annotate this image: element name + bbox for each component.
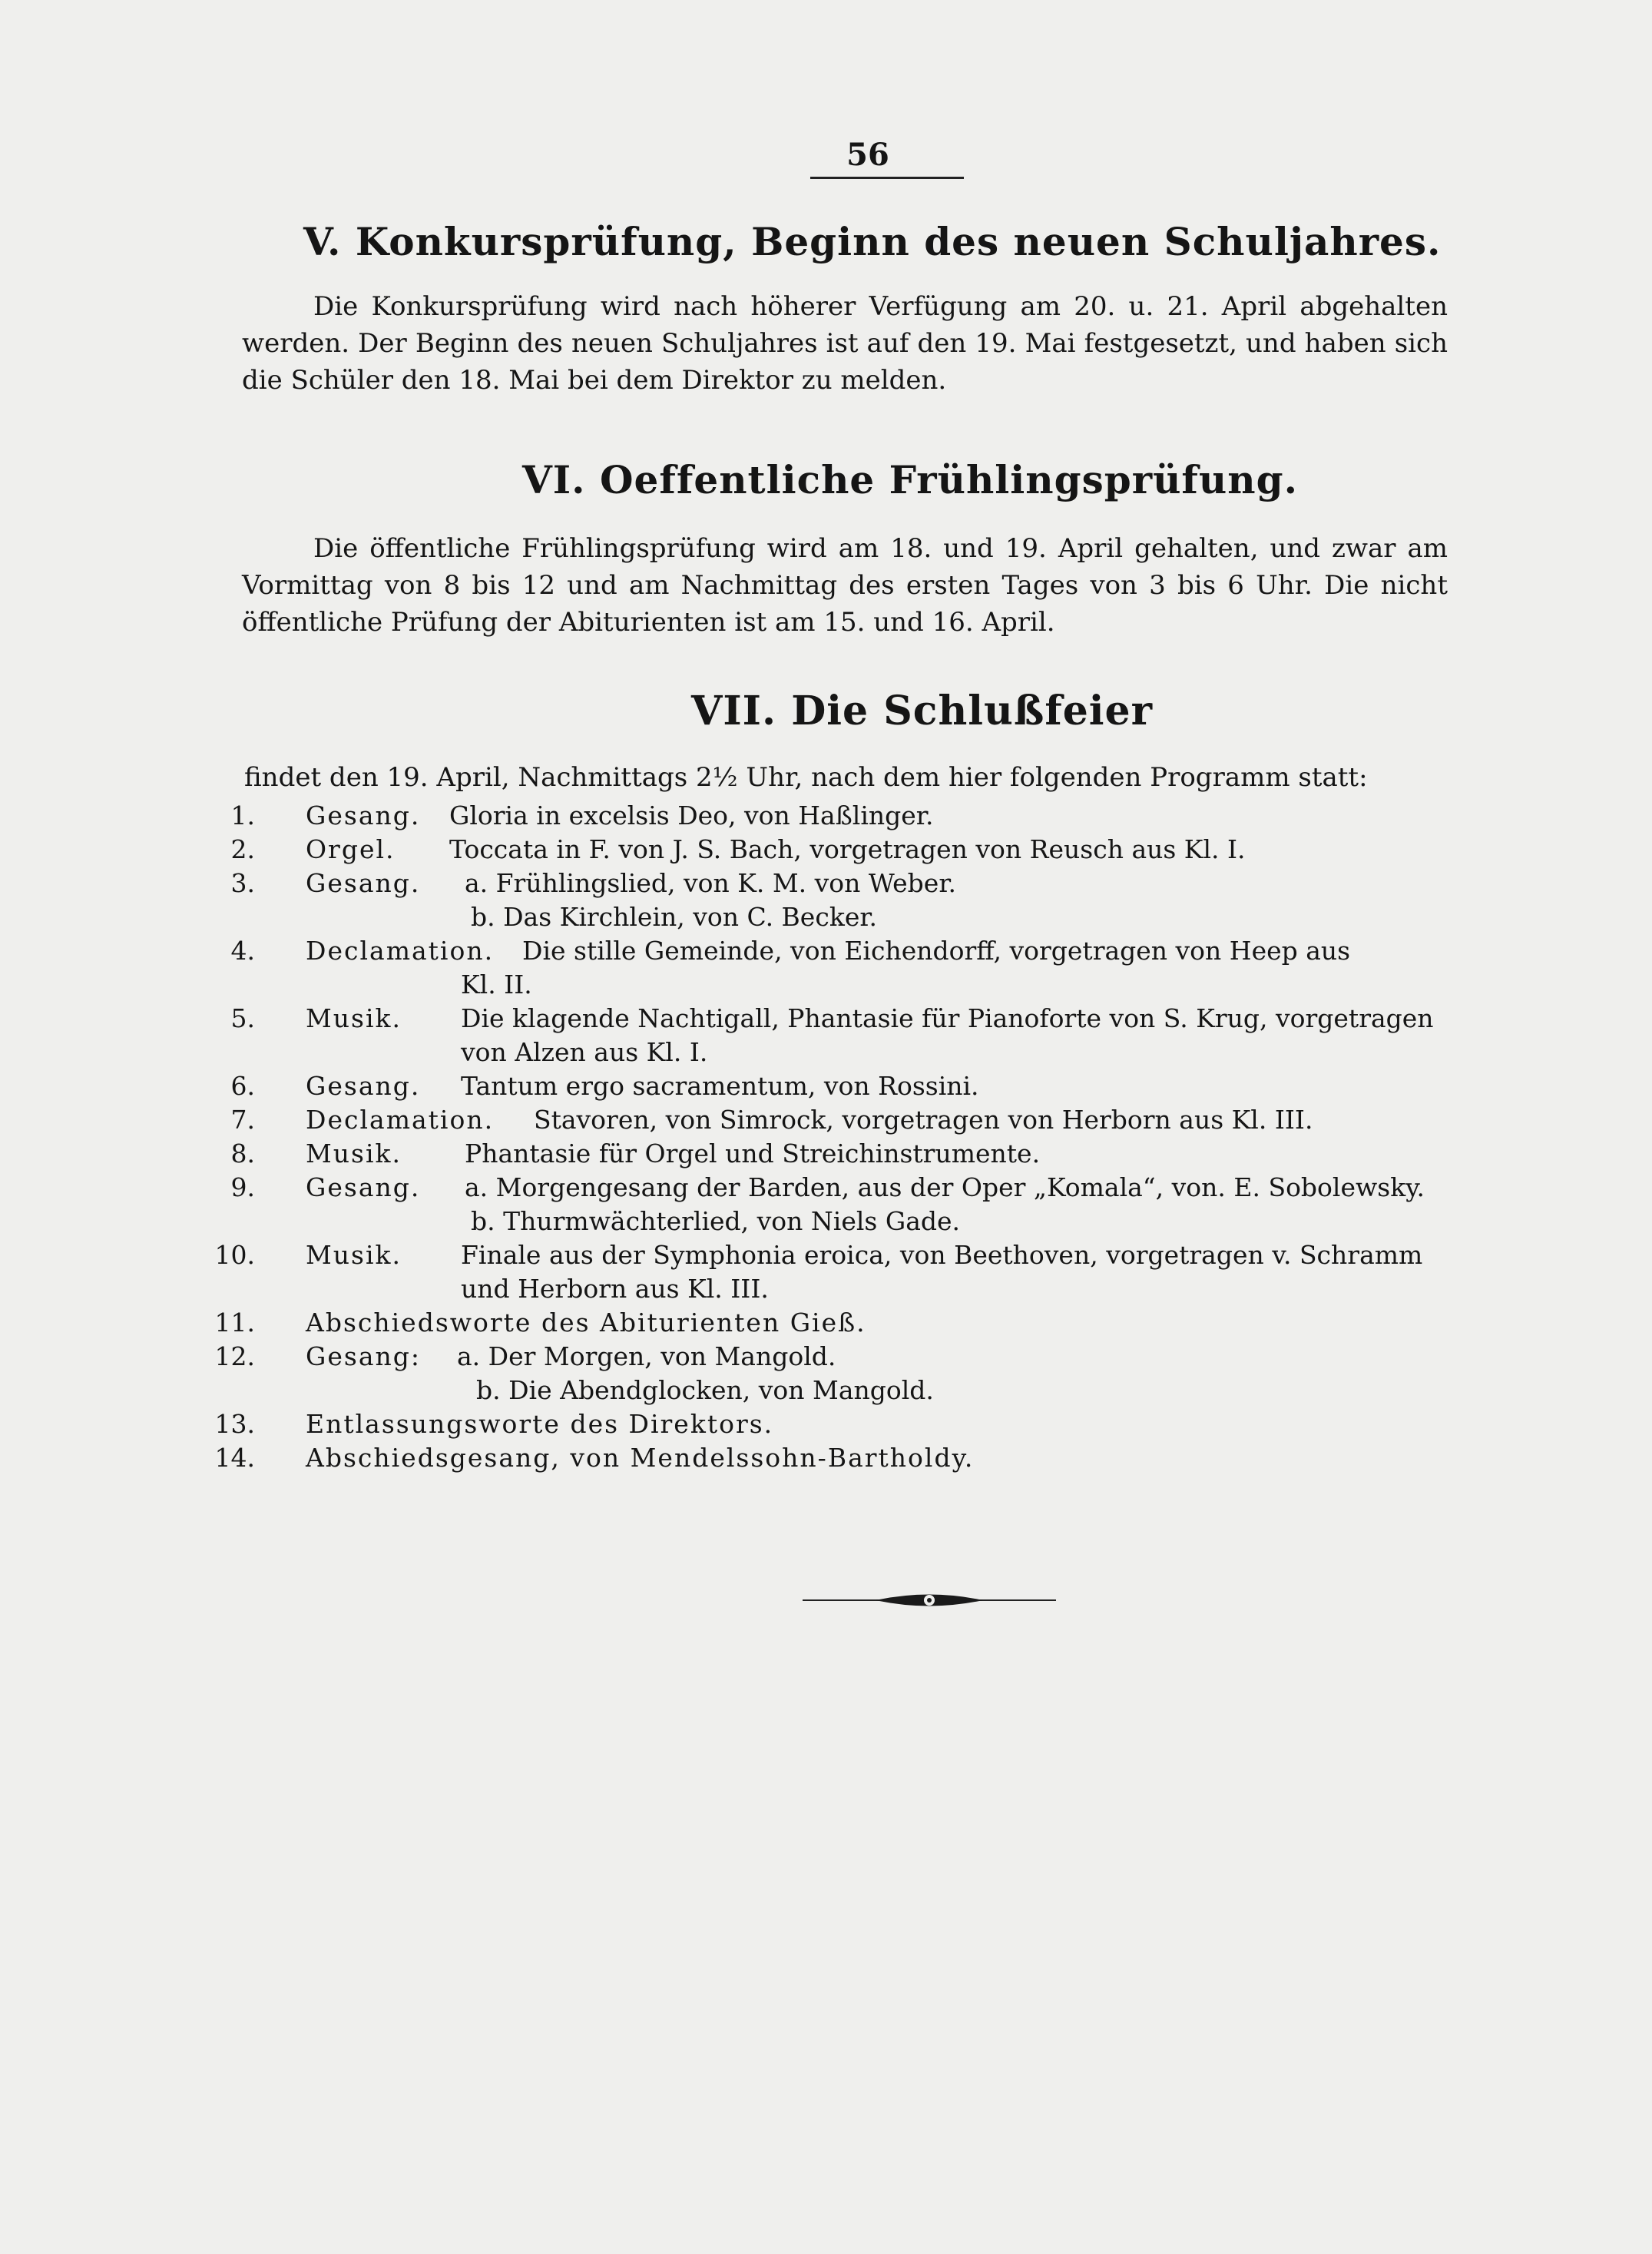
program-category: Declamation. [306, 936, 495, 966]
section-heading-5: V. Konkursprüfung, Beginn des neuen Schuljahres. [303, 219, 1442, 264]
program-text: a. Der Morgen, von Mangold. [457, 1341, 836, 1371]
program-row [0, 1103, 1652, 1137]
program-row [0, 1069, 1652, 1103]
program-number: 1. [230, 801, 255, 830]
program-number: 2. [230, 834, 255, 864]
program-row [0, 934, 1652, 968]
program-row [0, 1441, 1652, 1475]
program-text: Finale aus der Symphonia eroica, von Beethoven, vorgetragen v. Schramm [461, 1240, 1423, 1270]
program-text: b. Die Abendglocken, von Mangold. [476, 1375, 934, 1405]
program-row [0, 833, 1652, 867]
program-category: Musik. [306, 1139, 402, 1168]
program-number: 12. [214, 1341, 255, 1371]
program-number: 7. [230, 1105, 255, 1135]
program-category: Gesang. [306, 801, 421, 830]
program-row [0, 1306, 1652, 1340]
program-text: a. Frühlingslied, von K. M. von Weber. [465, 868, 956, 898]
program-row [0, 1340, 1652, 1374]
page-number: 56 [846, 137, 889, 173]
program-category: Declamation. [306, 1105, 495, 1135]
program-category: Gesang. [306, 1172, 421, 1202]
program-text: Tantum ergo sacramentum, von Rossini. [461, 1071, 979, 1101]
program-text: Stavoren, von Simrock, vorgetragen von Herborn aus Kl. III. [534, 1105, 1313, 1135]
program-number: 10. [214, 1240, 255, 1270]
program-category: Abschiedsgesang, von Mendelssohn-Bartholdy. [306, 1443, 975, 1473]
program-number: 14. [214, 1443, 255, 1473]
program-row [0, 1171, 1652, 1205]
program-row [0, 867, 1652, 900]
program-category: Orgel. [306, 834, 396, 864]
program-number: 6. [230, 1071, 255, 1101]
header-rule [810, 177, 964, 179]
program-text: a. Morgengesang der Barden, aus der Oper „Komala“, von. E. Sobolewsky. [465, 1172, 1425, 1202]
program-row [0, 1374, 1652, 1407]
program-row [0, 799, 1652, 833]
program-text: Die klagende Nachtigall, Phantasie für Pianoforte von S. Krug, vorgetragen [461, 1003, 1434, 1033]
program-category: Musik. [306, 1003, 402, 1033]
program-category: Gesang. [306, 868, 421, 898]
program-number: 9. [230, 1172, 255, 1202]
section-text-5: Die Konkursprüfung wird nach höherer Verfügung am 20. u. 21. April abgehalten werden. Der Beginn des neuen Schuljahres ist auf den 19. Mai festgesetzt, und haben sich die Schüler den 18. Mai bei dem Direktor zu melden. [242, 291, 1448, 396]
program-number: 3. [230, 868, 255, 898]
program-text: b. Das Kirchlein, von C. Becker. [471, 902, 877, 932]
program-text: Kl. II. [461, 970, 532, 999]
program-row [0, 968, 1652, 1002]
program-row [0, 1002, 1652, 1036]
section-text-6: Die öffentliche Frühlingsprüfung wird am 18. und 19. April gehalten, und zwar am Vormittag von 8 bis 12 und am Nachmittag des ersten Tages von 3 bis 6 Uhr. Die nicht öffentliche Prüfung der Abiturienten ist am 15. und 16. April. [242, 533, 1448, 638]
program-intro: findet den 19. April, Nachmittags 2½ Uhr, nach dem hier folgenden Programm statt: [244, 762, 1368, 793]
program-row [0, 1137, 1652, 1171]
program-text: Gloria in excelsis Deo, von Haßlinger. [449, 801, 934, 830]
section-heading-7: VII. Die Schlußfeier [691, 688, 1154, 734]
program-number: 13. [214, 1409, 255, 1439]
program-category: Gesang. [306, 1071, 421, 1101]
program-row [0, 1238, 1652, 1272]
program-number: 11. [214, 1308, 255, 1337]
program-text: Toccata in F. von J. S. Bach, vorgetragen von Reusch aus Kl. I. [449, 834, 1246, 864]
program-category: Musik. [306, 1240, 402, 1270]
program-text: von Alzen aus Kl. I. [461, 1037, 708, 1067]
program-row [0, 1205, 1652, 1238]
program-number: 5. [230, 1003, 255, 1033]
section-heading-6: VI. Oeffentliche Frühlingsprüfung. [522, 457, 1299, 502]
program-row [0, 900, 1652, 934]
program-row [0, 1036, 1652, 1069]
program-text: Die stille Gemeinde, von Eichendorff, vorgetragen von Heep aus [522, 936, 1351, 966]
program-category: Abschiedsworte des Abiturienten Gieß. [306, 1308, 866, 1337]
ornament-divider [803, 1590, 1056, 1610]
program-number: 4. [230, 936, 255, 966]
program-category: Gesang: [306, 1341, 421, 1371]
program-number: 8. [230, 1139, 255, 1168]
program-text: Phantasie für Orgel und Streichinstrumente. [465, 1139, 1041, 1168]
program-text: und Herborn aus Kl. III. [461, 1274, 769, 1304]
program-text: b. Thurmwächterlied, von Niels Gade. [471, 1206, 961, 1236]
program-row [0, 1407, 1652, 1441]
program-row [0, 1272, 1652, 1306]
program-category: Entlassungsworte des Direktors. [306, 1409, 774, 1439]
